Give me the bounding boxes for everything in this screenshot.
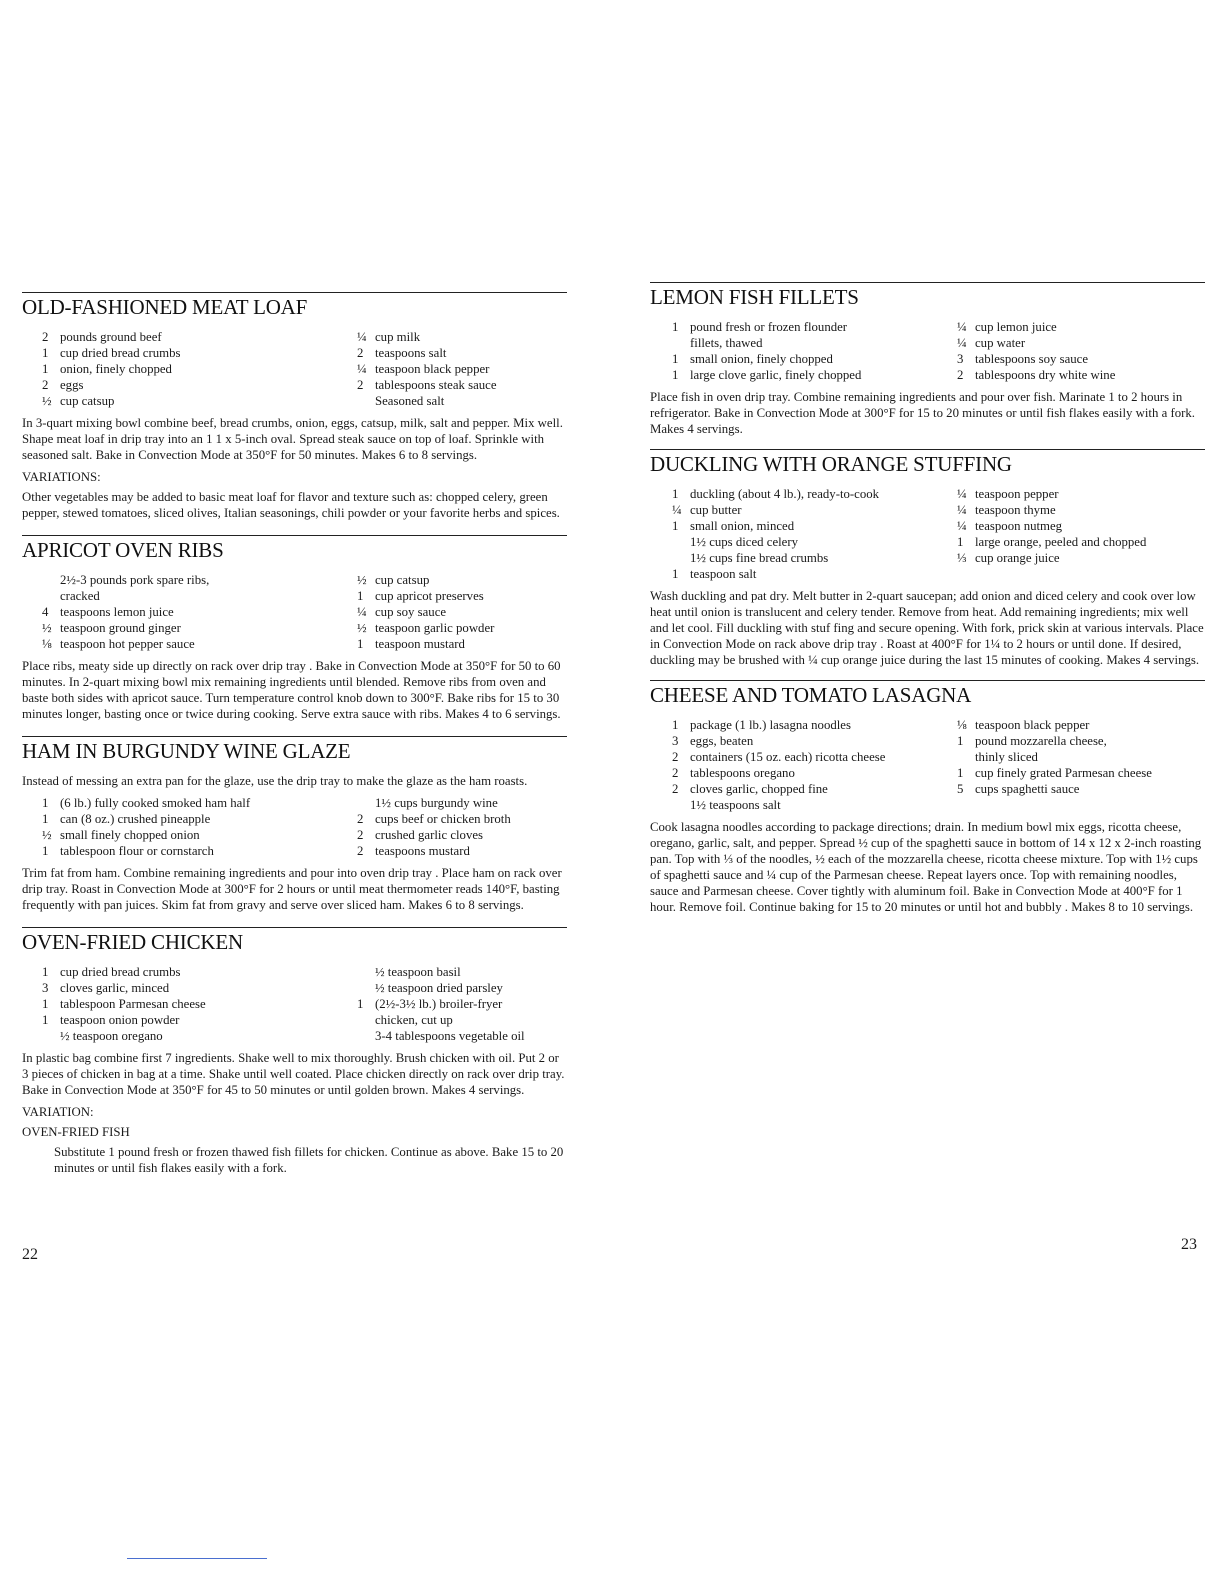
ingredient-quantity: 1 (672, 519, 679, 533)
ingredient-text: 2½-3 pounds pork spare ribs, (60, 573, 210, 587)
recipe-meat-loaf (22, 292, 567, 521)
ingredient-text: cup dried bread crumbs (60, 965, 181, 979)
ingredient-quantity (357, 1028, 375, 1044)
ingredient-column (42, 329, 357, 409)
recipe-directions: Place fish in oven drip tray. Combine remaining ingredients and pour over fish. Marinate 1 to 2 hours in refrigerator. Bake in Convection Mode at 300°F for 15 to 20 minutes or until fish flakes easily with a fork. Makes 4 servings. (650, 390, 1195, 436)
ingredient-item (357, 1028, 525, 1044)
ingredient-item (42, 377, 357, 393)
ingredient-quantity: ½ (42, 394, 52, 408)
ingredient-text: teaspoon mustard (375, 637, 465, 651)
recipe-title: CHEESE AND TOMATO LASAGNA (650, 680, 1205, 707)
ingredient-item (42, 964, 357, 980)
ingredient-item (957, 534, 1146, 550)
ingredient-text: teaspoon thyme (975, 503, 1056, 517)
recipe-lemon-fish (650, 282, 1205, 437)
ingredient-quantity: 1 (42, 812, 49, 826)
ingredient-item (357, 811, 511, 827)
ingredient-list (22, 795, 567, 859)
ingredient-text: duckling (about 4 lb.), ready-to-cook (690, 487, 880, 501)
ingredient-item (357, 964, 525, 980)
ingredient-column (357, 329, 497, 409)
ingredient-quantity: ⅛ (42, 637, 52, 651)
ingredient-text: teaspoon ground ginger (60, 621, 181, 635)
ingredient-item (957, 733, 1152, 749)
ingredient-column (42, 795, 357, 859)
ingredient-quantity: 1 (357, 589, 364, 603)
ingredient-text: small onion, minced (690, 519, 795, 533)
ingredient-item (357, 996, 525, 1012)
ingredient-text: large orange, peeled and chopped (975, 535, 1147, 549)
ingredient-quantity: 3 (42, 981, 49, 995)
ingredient-item (672, 566, 957, 582)
ingredient-text: chicken, cut up (375, 1013, 453, 1027)
ingredient-column (957, 319, 1115, 383)
ingredient-text: teaspoons mustard (375, 844, 470, 858)
ingredient-column (357, 572, 494, 652)
ingredient-text: Seasoned salt (375, 394, 445, 408)
ingredient-quantity: 1 (357, 997, 364, 1011)
ingredient-item (357, 636, 494, 652)
ingredient-item (357, 604, 494, 620)
ingredient-quantity: ¼ (957, 519, 967, 533)
ingredient-text: teaspoons salt (375, 346, 447, 360)
ingredient-text: cup apricot preserves (375, 589, 484, 603)
ingredient-column (957, 717, 1152, 813)
ingredient-item (42, 572, 357, 588)
ingredient-text: fillets, thawed (690, 336, 763, 350)
ingredient-text: cups spaghetti sauce (975, 782, 1080, 796)
ingredient-text: cloves garlic, minced (60, 981, 170, 995)
ingredient-text: cups beef or chicken broth (375, 812, 511, 826)
ingredient-text: eggs (60, 378, 84, 392)
variation-text: Substitute 1 pound fresh or frozen thawed fish fillets for chicken. Continue as above. Bake 15 to 20 minutes or until fish flakes easily with a fork. (54, 1145, 564, 1175)
ingredient-quantity: 1 (672, 567, 679, 581)
variation-text: Other vegetables may be added to basic meat loaf for flavor and texture such as: chopped celery, green pepper, stewed tomatoes, sliced olives, Italian seasonings, chili powder or your favorite herbs and spices. (22, 490, 560, 520)
ingredient-text: cup finely grated Parmesan cheese (975, 766, 1152, 780)
ingredient-item (957, 335, 1115, 351)
recipe-directions: In 3-quart mixing bowl combine beef, bread crumbs, onion, eggs, catsup, milk, salt and pepper. Mix well. Shape meat loaf in drip tray into an 1 1 x 5-inch oval. Spread steak sauce on top of loaf. Sprinkle with seasoned salt. Bake in Convection Mode at 350°F for 50 minutes. Makes 6 to 8 servings. (22, 416, 563, 462)
ingredient-quantity (357, 393, 375, 409)
ingredient-quantity: ⅛ (957, 718, 967, 732)
ingredient-item (42, 811, 357, 827)
ingredient-quantity: ⅓ (957, 551, 967, 565)
ingredient-list (650, 319, 1205, 383)
recipe-duckling (650, 449, 1205, 668)
recipe-directions: Trim fat from ham. Combine remaining ingredients and pour into oven drip tray . Place ham on rack over drip tray. Roast in Convection Mode at 300°F for 2 hours or until meat thermometer reads 140°F, basting frequently with pan juices. Skim fat from gravy and serve over sliced ham. Makes 6 to 8 servings. (22, 866, 562, 912)
ingredient-list (650, 717, 1205, 813)
ingredient-quantity: ¼ (957, 336, 967, 350)
ingredient-text: teaspoon onion powder (60, 1013, 180, 1027)
ingredient-item (957, 518, 1146, 534)
ingredient-quantity (42, 572, 60, 588)
ingredient-quantity: 2 (957, 368, 964, 382)
ingredient-text: teaspoon black pepper (975, 718, 1090, 732)
ingredient-quantity: 1 (42, 997, 49, 1011)
ingredient-text: cup soy sauce (375, 605, 447, 619)
ingredient-quantity: 2 (672, 766, 679, 780)
ingredient-text: teaspoon salt (690, 567, 757, 581)
ingredient-item (357, 588, 494, 604)
ingredient-quantity: 1 (42, 1013, 49, 1027)
ingredient-quantity: ¼ (957, 503, 967, 517)
ingredient-text: small onion, finely chopped (690, 352, 833, 366)
ingredient-quantity: 1 (42, 362, 49, 376)
recipe-intro: Instead of messing an extra pan for the glaze, use the drip tray to make the glaze as the ham roasts. (22, 774, 528, 788)
ingredient-list (22, 964, 567, 1044)
ingredient-text: large clove garlic, finely chopped (690, 368, 862, 382)
ingredient-item (42, 393, 357, 409)
ingredient-quantity (357, 795, 375, 811)
ingredient-text: crushed garlic cloves (375, 828, 484, 842)
ingredient-text: pound fresh or frozen flounder (690, 320, 848, 334)
ingredient-quantity: 1 (957, 734, 964, 748)
left-page (22, 292, 567, 1190)
recipe-title: OLD-FASHIONED MEAT LOAF (22, 292, 567, 319)
recipe-title: DUCKLING WITH ORANGE STUFFING (650, 449, 1205, 476)
ingredient-text: thinly sliced (975, 750, 1038, 764)
recipe-directions: Wash duckling and pat dry. Melt butter in 2-quart saucepan; add onion and diced celery and cook over low heat until onion is translucent and celery tender. Remove from heat. Add remaining ingredients; mix well and let cool. Fill duckling with stuf fing and secure opening. With fork, prick skin at various intervals. Place in Convection Mode on rack above drip tray . Roast at 400°F for 1¼ to 2 hours or until done. If desired, duckling may be brushed with ¼ cup orange juice during the last 15 minutes of cooking. Makes 4 servings. (650, 589, 1204, 667)
ingredient-item (42, 980, 357, 996)
ingredient-text: 3-4 tablespoons vegetable oil (375, 1029, 525, 1043)
ingredient-item (957, 351, 1115, 367)
ingredient-list (22, 329, 567, 409)
ingredient-text: ½ teaspoon basil (375, 965, 461, 979)
ingredient-quantity: 1 (672, 718, 679, 732)
ingredient-column (42, 964, 357, 1044)
ingredient-item (357, 361, 497, 377)
ingredient-item (42, 1028, 357, 1044)
recipe-apricot-ribs (22, 535, 567, 722)
variation-label: VARIATION: (22, 1105, 94, 1119)
ingredient-text: cup catsup (60, 394, 115, 408)
ingredient-quantity: ¼ (357, 330, 367, 344)
recipe-directions: Cook lasagna noodles according to package directions; drain. In medium bowl mix eggs, ricotta cheese, oregano, garlic, salt, and pepper. Spread ½ cup of the spaghetti sauce in bottom of 14 x 12 x 2-inch roasting pan. Top with ⅓ of the noodles, ½ each of the mozzarella cheese, ricotta cheese mixture. Top with 1½ cups of spaghetti sauce and ¼ cup of the Parmesan cheese. Repeat layers once. Top with remaining noodles, sauce and Parmesan cheese. Cover tightly with aluminum foil. Bake in Convection Mode at 400°F for 1 hour. Remove foil. Continue baking for 15 to 20 minutes or until hot and bubbly . Makes 8 to 10 servings. (650, 820, 1202, 914)
ingredient-item (957, 550, 1146, 566)
ingredient-text: teaspoon pepper (975, 487, 1059, 501)
ingredient-item (357, 393, 497, 409)
ingredient-quantity: 1 (42, 346, 49, 360)
ingredient-text: tablespoons oregano (690, 766, 795, 780)
ingredient-item (42, 361, 357, 377)
ingredient-item (957, 765, 1152, 781)
ingredient-quantity (357, 964, 375, 980)
ingredient-text: onion, finely chopped (60, 362, 172, 376)
ingredient-quantity: ¼ (957, 320, 967, 334)
ingredient-item (672, 486, 957, 502)
ingredient-item (672, 502, 957, 518)
ingredient-item (357, 980, 525, 996)
ingredient-item (672, 765, 957, 781)
ingredient-item (672, 749, 957, 765)
recipe-title: LEMON FISH FILLETS (650, 282, 1205, 309)
ingredient-item (357, 345, 497, 361)
ingredient-text: cup water (975, 336, 1026, 350)
ingredient-item (42, 620, 357, 636)
ingredient-item (357, 1012, 525, 1028)
ingredient-quantity: 4 (42, 605, 49, 619)
ingredient-list (650, 486, 1205, 582)
ingredient-item (357, 572, 494, 588)
ingredient-item (42, 795, 357, 811)
ingredient-item (957, 749, 1152, 765)
ingredient-quantity: ¼ (357, 605, 367, 619)
ingredient-column (42, 572, 357, 652)
ingredient-item (357, 843, 511, 859)
ingredient-item (357, 620, 494, 636)
ingredient-text: pounds ground beef (60, 330, 162, 344)
ingredient-quantity: 2 (357, 828, 364, 842)
ingredient-text: containers (15 oz. each) ricotta cheese (690, 750, 886, 764)
ingredient-text: teaspoon black pepper (375, 362, 490, 376)
ingredient-quantity: ¼ (957, 487, 967, 501)
ingredient-quantity: 2 (357, 844, 364, 858)
ingredient-item (357, 377, 497, 393)
ingredient-text: 1½ cups fine bread crumbs (690, 551, 829, 565)
ingredient-item (957, 367, 1115, 383)
recipe-title: OVEN-FRIED CHICKEN (22, 927, 567, 954)
ingredient-quantity (672, 550, 690, 566)
ingredient-quantity: 1 (672, 320, 679, 334)
ingredient-text: eggs, beaten (690, 734, 754, 748)
page-number-left: 22 (22, 1246, 38, 1263)
ingredient-text: cloves garlic, chopped fine (690, 782, 828, 796)
ingredient-item (672, 781, 957, 797)
ingredient-column (672, 717, 957, 813)
ingredient-quantity: 5 (957, 782, 964, 796)
ingredient-item (957, 717, 1152, 733)
ingredient-text: cup milk (375, 330, 421, 344)
ingredient-text: package (1 lb.) lasagna noodles (690, 718, 851, 732)
ingredient-quantity: 1 (957, 766, 964, 780)
ingredient-text: 1½ teaspoons salt (690, 798, 781, 812)
ingredient-text: can (8 oz.) crushed pineapple (60, 812, 211, 826)
ingredient-item (357, 795, 511, 811)
ingredient-quantity: 1 (357, 637, 364, 651)
ingredient-text: cup butter (690, 503, 742, 517)
ingredient-item (672, 717, 957, 733)
ingredient-text: pound mozzarella cheese, (975, 734, 1107, 748)
ingredient-quantity (42, 1028, 60, 1044)
ingredient-text: small finely chopped onion (60, 828, 200, 842)
ingredient-item (357, 329, 497, 345)
ingredient-text: teaspoon nutmeg (975, 519, 1063, 533)
ingredient-quantity: 1 (42, 796, 49, 810)
ingredient-quantity: 2 (42, 330, 49, 344)
ingredient-quantity: 2 (672, 750, 679, 764)
ingredient-text: tablespoons steak sauce (375, 378, 497, 392)
ingredient-text: cup catsup (375, 573, 430, 587)
recipe-lasagna (650, 680, 1205, 915)
ingredient-text: ½ teaspoon oregano (60, 1029, 163, 1043)
ingredient-text: ½ teaspoon dried parsley (375, 981, 503, 995)
ingredient-text: cracked (60, 589, 100, 603)
ingredient-text: cup dried bread crumbs (60, 346, 181, 360)
ingredient-quantity: ½ (42, 621, 52, 635)
ingredient-quantity: 2 (357, 812, 364, 826)
ingredient-column (957, 486, 1146, 582)
ingredient-item (42, 1012, 357, 1028)
ingredient-quantity: ½ (357, 573, 367, 587)
variation-subtitle: OVEN-FRIED FISH (22, 1125, 130, 1139)
ingredient-quantity: 1 (672, 487, 679, 501)
ingredient-column (357, 795, 511, 859)
ingredient-text: tablespoon Parmesan cheese (60, 997, 206, 1011)
recipe-directions: In plastic bag combine first 7 ingredients. Shake well to mix thoroughly. Brush chicken with oil. Put 2 or 3 pieces of chicken in bag at a time. Shake until well coated. Place chicken directly on rack over drip tray. Bake in Convection Mode at 350°F for 45 to 50 minutes or until golden brown. Makes 4 servings. (22, 1051, 565, 1097)
ingredient-item (357, 827, 511, 843)
ingredient-text: cup orange juice (975, 551, 1060, 565)
ingredient-item (42, 636, 357, 652)
ingredient-quantity: 2 (42, 378, 49, 392)
ingredient-item (42, 588, 357, 604)
recipe-oven-fried-chicken (22, 927, 567, 1176)
ingredient-text: 1½ cups burgundy wine (375, 796, 498, 810)
ingredient-column (357, 964, 525, 1044)
ingredient-item (672, 351, 957, 367)
ingredient-column (672, 319, 957, 383)
ingredient-item (672, 733, 957, 749)
ingredient-item (672, 335, 957, 351)
ingredient-item (42, 996, 357, 1012)
ingredient-item (672, 534, 957, 550)
recipe-title: APRICOT OVEN RIBS (22, 535, 567, 562)
ingredient-item (957, 781, 1152, 797)
ingredient-item (42, 604, 357, 620)
ingredient-item (672, 319, 957, 335)
variation-label: VARIATIONS: (22, 470, 101, 484)
ingredient-quantity: 2 (357, 346, 364, 360)
recipe-title: HAM IN BURGUNDY WINE GLAZE (22, 736, 567, 763)
right-page (650, 282, 1205, 927)
ingredient-quantity: 2 (357, 378, 364, 392)
ingredient-quantity: 1 (42, 965, 49, 979)
ingredient-text: (6 lb.) fully cooked smoked ham half (60, 796, 251, 810)
ingredient-quantity: 1 (672, 352, 679, 366)
ingredient-list (22, 572, 567, 652)
ingredient-quantity: 3 (957, 352, 964, 366)
ingredient-item (672, 550, 957, 566)
ingredient-quantity: 1 (672, 368, 679, 382)
ingredient-item (672, 518, 957, 534)
ingredient-item (42, 843, 357, 859)
ingredient-quantity (672, 797, 690, 813)
recipe-directions: Place ribs, meaty side up directly on rack over drip tray . Bake in Convection Mode at 350°F for 50 to 60 minutes. In 2-quart mixing bowl mix remaining ingredients until blended. Remove ribs from oven and baste both sides with apricot sauce. Turn temperature control knob down to 300°F. Bake ribs for 15 to 30 minutes longer, basting once or twice during cooking. Serve extra sauce with ribs. Makes 4 to 6 servings. (22, 659, 561, 721)
ingredient-text: teaspoons lemon juice (60, 605, 174, 619)
ingredient-item (672, 797, 957, 813)
bottom-rule (127, 1558, 267, 1559)
ingredient-item (42, 345, 357, 361)
ingredient-text: cup lemon juice (975, 320, 1057, 334)
ingredient-quantity: 1 (42, 844, 49, 858)
ingredient-item (957, 486, 1146, 502)
ingredient-column (672, 486, 957, 582)
ingredient-quantity: 3 (672, 734, 679, 748)
ingredient-item (957, 502, 1146, 518)
ingredient-quantity (357, 980, 375, 996)
ingredient-quantity (672, 534, 690, 550)
ingredient-quantity: ¼ (672, 503, 682, 517)
ingredient-text: tablespoons soy sauce (975, 352, 1089, 366)
ingredient-quantity: 1 (957, 535, 964, 549)
ingredient-text: tablespoons dry white wine (975, 368, 1116, 382)
recipe-ham-glaze (22, 736, 567, 913)
ingredient-quantity: 2 (672, 782, 679, 796)
ingredient-item (42, 827, 357, 843)
ingredient-text: 1½ cups diced celery (690, 535, 799, 549)
ingredient-quantity: ½ (357, 621, 367, 635)
ingredient-text: teaspoon garlic powder (375, 621, 495, 635)
ingredient-text: tablespoon flour or cornstarch (60, 844, 214, 858)
ingredient-quantity: ½ (42, 828, 52, 842)
ingredient-item (672, 367, 957, 383)
ingredient-item (957, 319, 1115, 335)
ingredient-item (42, 329, 357, 345)
ingredient-text: (2½-3½ lb.) broiler-fryer (375, 997, 503, 1011)
ingredient-quantity: ¼ (357, 362, 367, 376)
ingredient-text: teaspoon hot pepper sauce (60, 637, 195, 651)
page-number-right: 23 (1181, 1236, 1197, 1253)
